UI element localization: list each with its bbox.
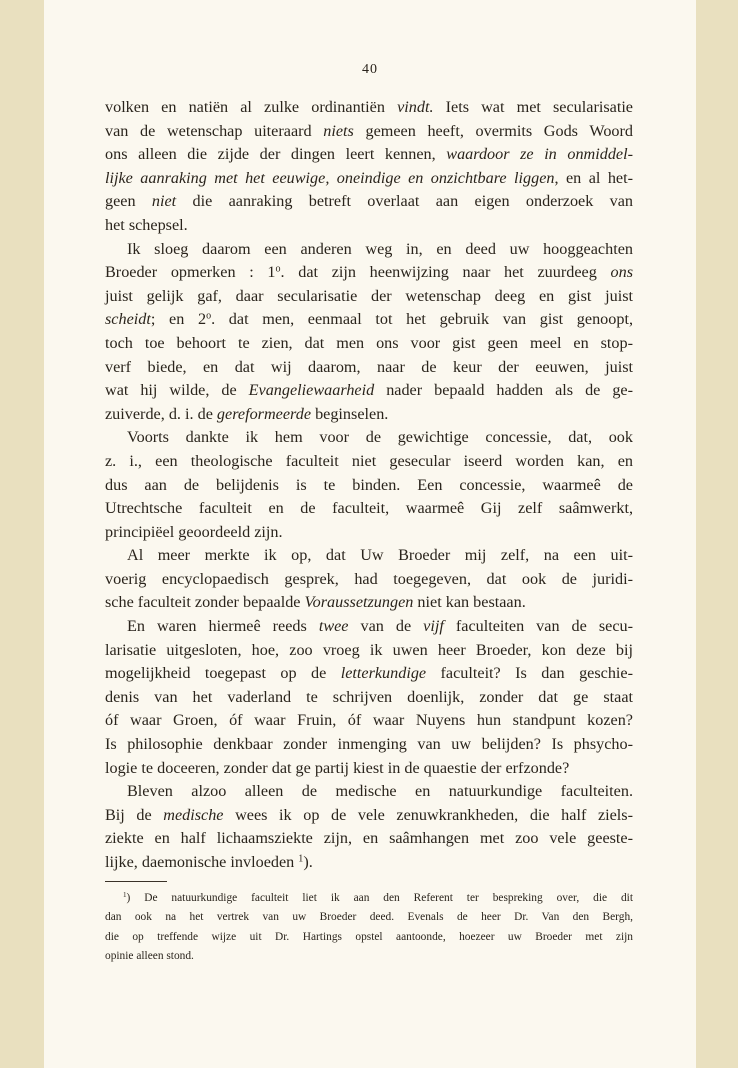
text-run: ziekte en half lichaamsziekte zijn, en saâmhangen met zoo vele geeste- — [105, 829, 633, 848]
text-run: die op treffende wijze uit Dr. Hartings opstel aantoonde, hoezeer uw Broeder met zijn — [105, 930, 633, 943]
text-run: ) De natuurkundige faculteit liet ik aan den Referent ter bespreking over, die dit — [126, 892, 633, 904]
text-run: Broeder opmerken : 1 — [105, 263, 276, 282]
italic-text: scheidt — [105, 310, 151, 329]
superscript: 1 — [123, 891, 127, 900]
italic-text: Evangeliewaarheid — [248, 381, 375, 400]
body-line — [105, 403, 633, 427]
text-run: logie te doceeren, zonder dat ge partij kiest in de quaestie der erfzonde? — [105, 758, 570, 777]
italic-text: lijke aanraking met het eeuwige, oneindige en onzichtbare liggen — [105, 168, 555, 187]
text-run: . dat men, eenmaal tot het gebruik van gist genoopt, — [211, 310, 633, 329]
footnote-line — [105, 908, 633, 927]
body-line — [105, 709, 633, 733]
body-line — [105, 757, 633, 781]
text-run: Al meer merkte ik op, dat Uw Broeder mij zelf, na een uit- — [127, 546, 633, 565]
body-line — [105, 639, 633, 663]
italic-text: niet — [151, 192, 177, 211]
body-line — [105, 238, 633, 262]
text-run: principiëel geoordeeld zijn. — [105, 522, 283, 541]
text-run: van de — [348, 617, 424, 636]
text-run: denis van het vaderland te schrijven doenlijk, zonder dat ge staat — [105, 687, 633, 706]
body-line — [105, 474, 633, 498]
text-run: mogelijkheid toegepast op de — [105, 664, 341, 683]
text-run: het schepsel. — [105, 215, 188, 234]
italic-text: gereformeerde — [216, 404, 312, 423]
body-line — [105, 332, 633, 356]
text-run: Iets wat met secularisatie — [433, 98, 633, 116]
text-run: wat hij wilde, de — [105, 381, 249, 400]
text-run: ). — [303, 853, 313, 871]
text-run: ; en 2 — [150, 310, 207, 329]
body-line — [105, 544, 633, 568]
text-run: nader bepaald hadden als de ge- — [374, 381, 633, 400]
text-run: z. i., een theologische faculteit niet gesecular iseerd worden kan, en — [105, 451, 633, 470]
footnote-line — [105, 947, 633, 966]
body-line — [105, 827, 633, 851]
superscript: 1 — [298, 853, 304, 865]
text-run: gemeen heeft, overmits Gods Woord — [353, 121, 633, 140]
text-run: verf biede, en dat wij daarom, naar de keur der eeuwen, juist — [105, 357, 633, 376]
body-line — [105, 450, 633, 474]
body-line — [105, 521, 633, 545]
text-run: . dat zijn heenwijzing naar het zuurdeeg — [280, 263, 611, 282]
body-line — [105, 190, 633, 214]
italic-text: medische — [163, 805, 224, 824]
italic-text: vindt. — [397, 98, 434, 116]
text-run: larisatie uitgesloten, hoe, zoo vroeg ik uwen heer Broeder, kon deze bij — [105, 640, 633, 659]
body-line — [105, 96, 633, 120]
text-run: ons alleen die zijde der dingen leert kennen, — [105, 145, 447, 164]
text-run: lijke, daemonische invloeden — [105, 853, 299, 871]
italic-text: waardoor ze in onmiddel- — [446, 145, 633, 164]
book-page — [44, 0, 696, 1068]
text-run: toch toe behoort te zien, dat men ons voor gist geen meel en stop- — [105, 333, 633, 352]
italic-text: ons — [610, 263, 633, 282]
page-number: 40 — [362, 62, 378, 77]
text-run: volken en natiën al zulke ordinantiën — [105, 98, 398, 116]
body-line — [105, 568, 633, 592]
text-run: niet kan bestaan. — [413, 593, 526, 612]
text-run: opinie alleen stond. — [105, 949, 194, 962]
body-line — [105, 662, 633, 686]
italic-text: vijf — [423, 617, 444, 636]
text-run: wees ik op de vele zenuwkrankheden, die half ziels- — [223, 805, 633, 824]
italic-text: letterkundige — [340, 664, 427, 683]
text-run: Ik sloeg daarom een anderen weg in, en deed uw hooggeachten — [127, 239, 633, 258]
body-line — [105, 686, 633, 710]
body-text — [105, 96, 633, 875]
text-run: Bij de — [105, 805, 164, 824]
footnotes — [105, 889, 633, 966]
body-line — [105, 615, 633, 639]
text-run: En waren hiermeê reeds — [127, 617, 319, 636]
body-line — [105, 733, 633, 757]
body-line — [105, 214, 633, 238]
superscript: o — [206, 310, 212, 322]
body-line — [105, 426, 633, 450]
text-run: die aanraking betreft overlaat aan eigen onderzoek van — [176, 192, 634, 211]
italic-text: Voraussetzungen — [304, 593, 414, 612]
text-run: dan ook na het vertrek van uw Broeder deed. Evenals de heer Dr. Van den Bergh, — [105, 911, 633, 924]
body-line — [105, 308, 633, 332]
text-run: juist gelijk gaf, daar secularisatie der wetenschap deeg en gist juist — [105, 286, 633, 305]
text-run: van de wetenschap uiteraard — [105, 121, 324, 140]
text-run: Bleven alzoo alleen de medische en natuurkundige faculteiten. — [127, 782, 633, 801]
body-line — [105, 804, 633, 828]
footnote-separator — [105, 881, 167, 882]
text-run: Utrechtsche faculteit en de faculteit, waarmeê Gij zelf saâmwerkt, — [105, 499, 633, 518]
text-run: zuiverde, d. i. de — [105, 404, 217, 423]
italic-text: twee — [318, 617, 349, 636]
text-run: faculteit? Is dan geschie- — [426, 664, 633, 683]
body-line — [105, 261, 633, 285]
superscript: o — [275, 263, 281, 275]
text-run: óf waar Groen, óf waar Fruin, óf waar Nuyens hun standpunt kozen? — [105, 711, 633, 730]
text-run: dus aan de belijdenis is te binden. Een concessie, waarmeê de — [105, 475, 633, 494]
text-run: geen — [105, 192, 152, 211]
text-run: Is philosophie denkbaar zonder inmenging van uw belijden? Is phsycho- — [105, 735, 633, 754]
body-line — [105, 167, 633, 191]
body-line — [105, 497, 633, 521]
text-run: faculteiten van de secu- — [443, 617, 633, 636]
body-line — [105, 356, 633, 380]
body-line — [105, 143, 633, 167]
text-run: beginselen. — [311, 404, 389, 423]
text-run: , en al het- — [554, 168, 633, 187]
body-line — [105, 120, 633, 144]
italic-text: niets — [323, 121, 354, 140]
text-run: voerig encyclopaedisch gesprek, had toegegeven, dat ook de juridi- — [105, 569, 633, 588]
footnote-line — [105, 889, 633, 908]
body-line — [105, 591, 633, 615]
text-run: sche faculteit zonder bepaalde — [105, 593, 305, 612]
footnote-line — [105, 928, 633, 947]
body-line — [105, 780, 633, 804]
body-line — [105, 285, 633, 309]
text-run: Voorts dankte ik hem voor de gewichtige concessie, dat, ook — [127, 428, 633, 447]
body-line — [105, 379, 633, 403]
body-line — [105, 851, 633, 875]
